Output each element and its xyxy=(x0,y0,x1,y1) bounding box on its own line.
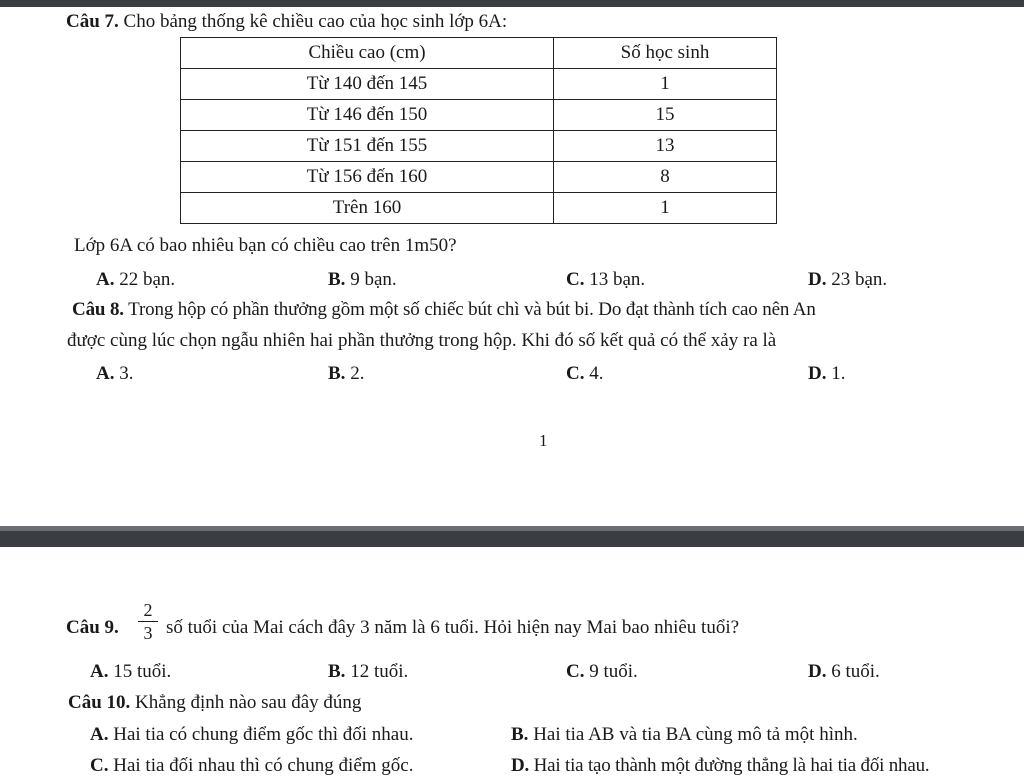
q9-option-c: C. 9 tuổi. xyxy=(566,661,638,682)
q10-heading xyxy=(68,692,361,714)
q8-line2: được cùng lúc chọn ngẫu nhiên hai phần thưởng trong hộp. Khi đó số kết quả có thể xảy ra là xyxy=(67,330,777,351)
table-header-count: Số học sinh xyxy=(554,38,777,69)
table-cell-range: Từ 140 đến 145 xyxy=(181,69,554,100)
q8-line1: Câu 8. Trong hộp có phần thưởng gồm một số chiếc bút chì và bút bi. Do đạt thành tích cao nên An xyxy=(72,299,816,320)
table-row xyxy=(181,131,777,162)
q10-label: Câu 10. xyxy=(68,692,131,713)
table-cell-range: Từ 146 đến 150 xyxy=(181,100,554,131)
q7-label: Câu 7. xyxy=(66,11,119,32)
q9-option-a: A. 15 tuổi. xyxy=(90,661,172,682)
q7-option-c: C. 13 bạn. xyxy=(566,269,646,290)
top-dark-bar xyxy=(0,0,1024,7)
q8-option-b: B. 2. xyxy=(328,363,365,384)
fraction-denominator: 3 xyxy=(143,623,153,643)
table-row xyxy=(181,69,777,100)
table-header-height: Chiều cao (cm) xyxy=(181,38,554,69)
table-cell-count: 1 xyxy=(554,193,777,224)
q10-option-c: C. Hai tia đối nhau thì có chung điểm gốc. xyxy=(90,755,414,776)
q7-question: Lớp 6A có bao nhiêu bạn có chiều cao trên 1m50? xyxy=(74,235,457,256)
page-number: 1 xyxy=(539,431,548,450)
fraction-two-thirds xyxy=(138,600,158,643)
q8-option-a: A. 3. xyxy=(96,363,134,384)
q10-option-a: A. Hai tia có chung điểm gốc thì đối nhau. xyxy=(90,724,414,745)
table-cell-range: Từ 156 đến 160 xyxy=(181,162,554,193)
q9-option-d: D. 6 tuổi. xyxy=(808,661,880,682)
table-cell-count: 1 xyxy=(554,69,777,100)
q8-option-d: D. 1. xyxy=(808,363,846,384)
q7-option-b: B. 9 bạn. xyxy=(328,269,397,290)
table-cell-count: 15 xyxy=(554,100,777,131)
fraction-numerator: 2 xyxy=(138,600,158,622)
table-row xyxy=(181,162,777,193)
q7-text: Cho bảng thống kê chiều cao của học sinh lớp 6A: xyxy=(123,11,508,32)
q8-option-c: C. 4. xyxy=(566,363,604,384)
table-cell-count: 13 xyxy=(554,131,777,162)
table-cell-count: 8 xyxy=(554,162,777,193)
q10-option-b: B. Hai tia AB và tia BA cùng mô tả một hình. xyxy=(511,724,858,745)
table-row xyxy=(181,100,777,131)
table-cell-range: Từ 151 đến 155 xyxy=(181,131,554,162)
q10-text: Khẳng định nào sau đây đúng xyxy=(135,692,362,713)
q9-label: Câu 9. xyxy=(66,617,119,638)
table-header-row xyxy=(181,38,777,69)
q10-option-d: D. Hai tia tạo thành một đường thẳng là hai tia đối nhau. xyxy=(511,755,930,776)
q9-text: số tuổi của Mai cách đây 3 năm là 6 tuổi. Hỏi hiện nay Mai bao nhiêu tuổi? xyxy=(166,617,740,638)
page-separator xyxy=(0,526,1024,547)
q8-label: Câu 8. xyxy=(72,299,124,320)
table-cell-range: Trên 160 xyxy=(181,193,554,224)
table-row xyxy=(181,193,777,224)
q7-option-d: D. 23 bạn. xyxy=(808,269,888,290)
q9-option-b: B. 12 tuổi. xyxy=(328,661,409,682)
q7-option-a: A. 22 bạn. xyxy=(96,269,176,290)
q7-heading xyxy=(66,11,507,33)
height-stats-table xyxy=(180,37,777,224)
